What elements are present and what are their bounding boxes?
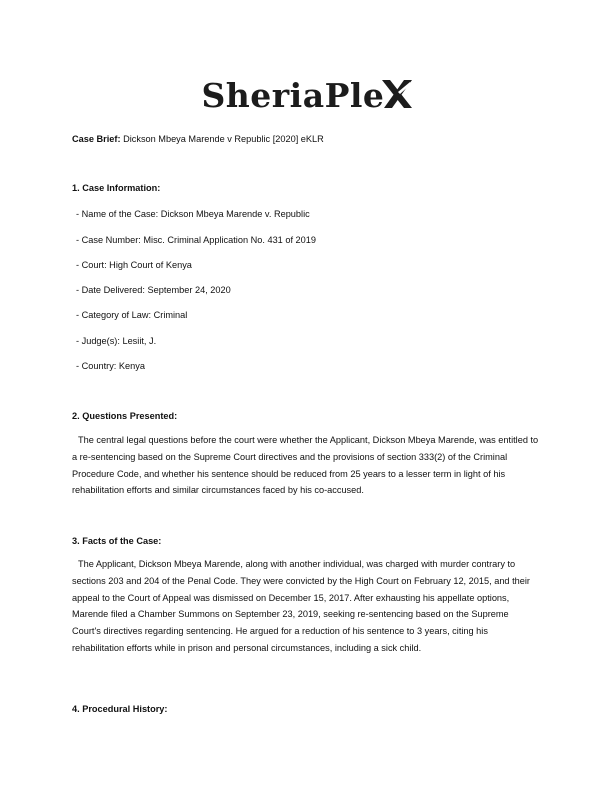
logo-x-icon — [380, 78, 414, 110]
case-brief-label: Case Brief: — [72, 134, 121, 144]
info-item-court: - Court: High Court of Kenya — [76, 260, 192, 270]
info-item-name: - Name of the Case: Dickson Mbeya Marende v. Republic — [76, 209, 310, 219]
info-item-category: - Category of Law: Criminal — [76, 310, 188, 320]
info-item-judges: - Judge(s): Lesiit, J. — [76, 336, 157, 346]
case-brief-line — [72, 133, 540, 145]
section-heading-procedural-history: 4. Procedural History: — [72, 704, 168, 714]
logo-x-mark — [384, 76, 410, 115]
logo-text: SheriaPle — [201, 76, 385, 115]
questions-paragraph: The central legal questions before the court were whether the Applicant, Dickson Mbeya Marende, was entitled to a re-sentencing based on the Supreme Court directives and the provisions of section 333(2) of the Criminal Procedure Code, and whether his sentence should be reduced from 25 years to a lesser term in light of his rehabilitation efforts and similar circumstances faced by his co-accused. — [72, 435, 539, 496]
info-item-case-number: - Case Number: Misc. Criminal Application No. 431 of 2019 — [76, 235, 317, 245]
section-heading-facts: 3. Facts of the Case: — [72, 536, 162, 546]
section-heading-questions: 2. Questions Presented: — [72, 411, 178, 421]
facts-paragraph: The Applicant, Dickson Mbeya Marende, along with another individual, was charged with murder contrary to sections 203 and 204 of the Penal Code. They were convicted by the High Court on February 12, 2015, and their appeal to the Court of Appeal was dismissed on December 15, 2017. After exhausting his appellate options, Marende filed a Chamber Summons on September 23, 2019, seeking re-sentencing based on the Supreme Court's directives regarding sentencing. He argued for a reduction of his sentence to 3 years, citing his rehabilitation efforts while in prison and personal circumstances, including a sick child. — [72, 559, 530, 653]
info-item-country: - Country: Kenya — [76, 361, 145, 371]
case-brief-value: Dickson Mbeya Marende v Republic [2020] eKLR — [123, 134, 324, 144]
info-item-date: - Date Delivered: September 24, 2020 — [76, 285, 231, 295]
section-heading-case-info: 1. Case Information: — [72, 183, 161, 193]
sheriaplex-logo — [0, 76, 612, 115]
